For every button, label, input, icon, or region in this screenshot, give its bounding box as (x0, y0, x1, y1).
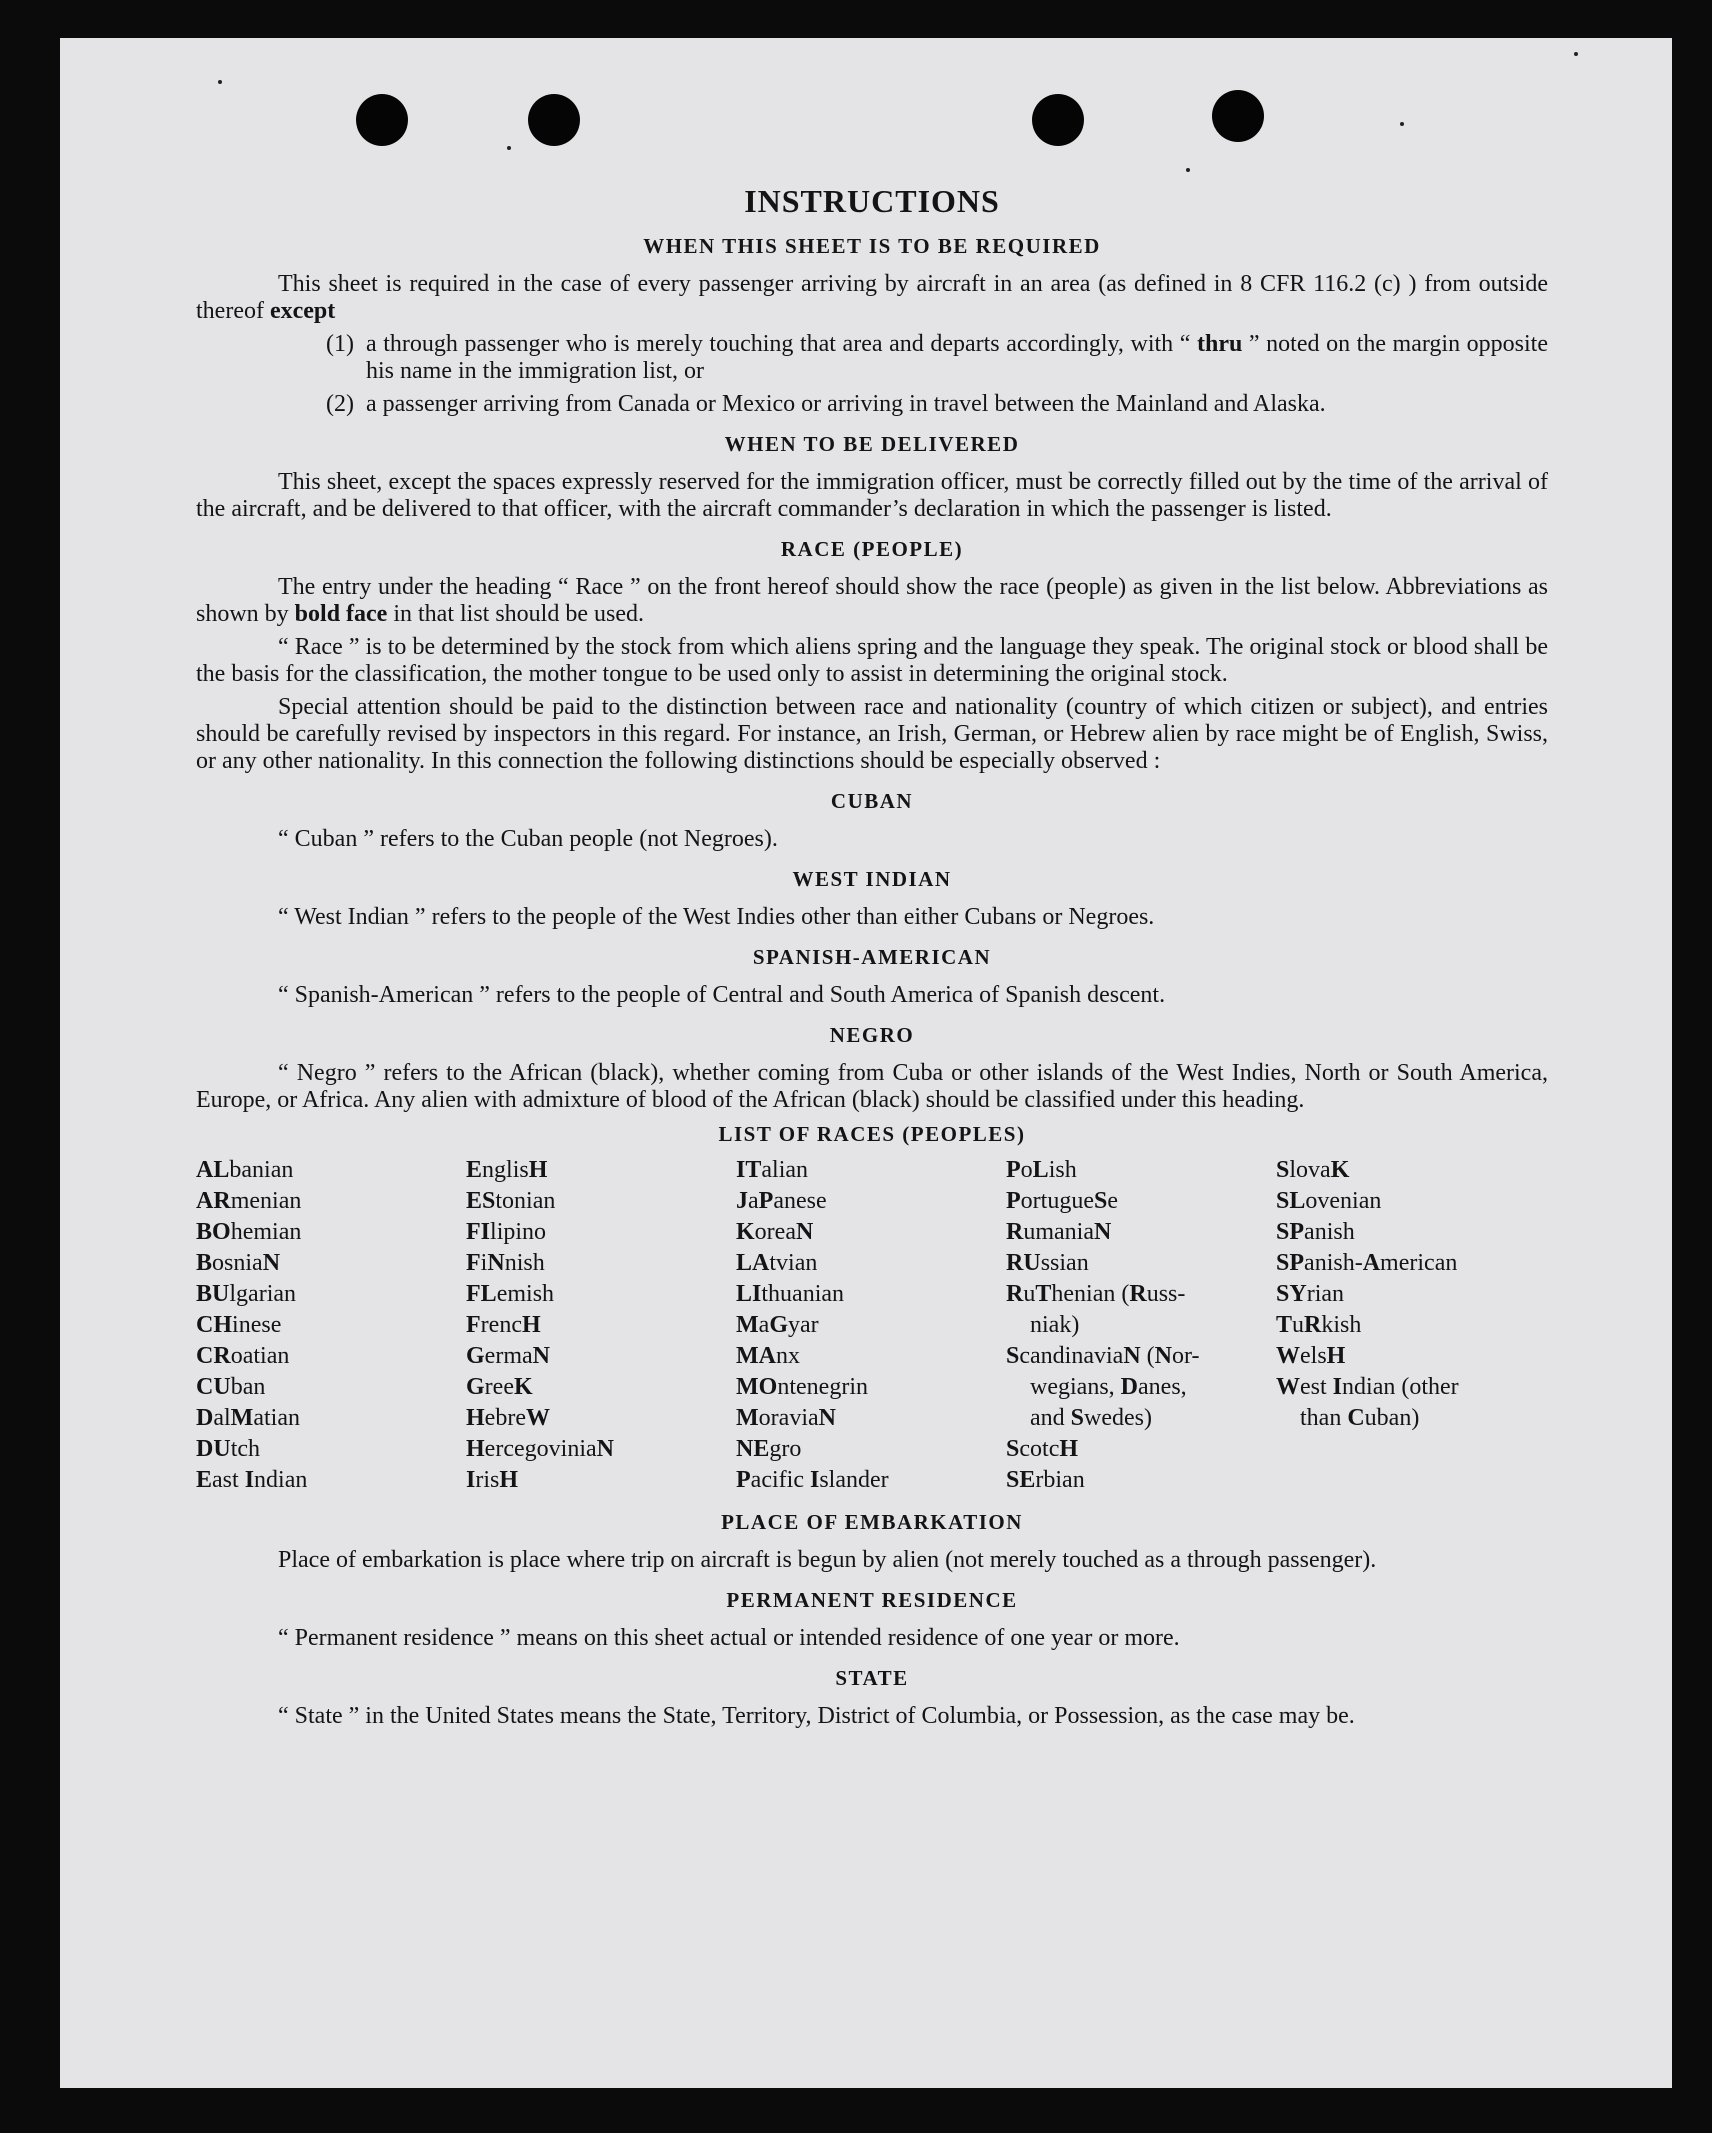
document-page (60, 38, 1672, 2088)
race-entry: MaGyar (736, 1312, 819, 1338)
dust-speck (218, 80, 222, 84)
races-list (196, 1155, 1548, 1496)
race-entry: PoLish (1006, 1157, 1077, 1183)
races-column (1276, 1155, 1546, 1496)
race-entry: FiNnish (466, 1250, 545, 1276)
race-entry: and Swedes) (1030, 1405, 1153, 1431)
race-entry: MAnx (736, 1343, 800, 1369)
race-entry: East Indian (196, 1467, 308, 1493)
paragraph-required-text: This sheet is required in the case of every passenger arriving by aircraft in an area (as defined in 8 CFR 116.2 (c) ) from outside thereof (196, 271, 1548, 324)
race-entry: than Cuban) (1300, 1405, 1420, 1431)
race-entry: DUtch (196, 1436, 261, 1462)
race-entry: ScandinaviaN (Nor- (1006, 1343, 1200, 1369)
race-entry: PortugueSe (1006, 1188, 1119, 1214)
race-entry: BOhemian (196, 1219, 302, 1245)
exception-item-2 (196, 391, 1548, 418)
race-entry: ScotcH (1006, 1436, 1079, 1462)
paragraph-permanent-residence: “ Permanent residence ” means on this sheet actual or intended residence of one year or more. (278, 1625, 1180, 1651)
race-entry: RuThenian (Russ- (1006, 1281, 1186, 1307)
race-entry: CRoatian (196, 1343, 290, 1369)
race-entry: West Indian (other (1276, 1374, 1459, 1400)
item-text-a: a through passenger who is merely touching that area and departs accordingly, with “ (366, 331, 1197, 357)
race-p1-bold: bold face (294, 601, 388, 627)
dust-speck (1400, 122, 1404, 126)
paragraph-negro: “ Negro ” refers to the African (black), whether coming from Cuba or other islands of the West Indies, North or South America, Europe, or Africa. Any alien with admixture of blood of the African (black) should be classified under this heading. (196, 1060, 1548, 1113)
race-entry: BUlgarian (196, 1281, 297, 1307)
instructions-content (196, 183, 1548, 1736)
race-entry: wegians, Danes, (1030, 1374, 1187, 1400)
paragraph-race-1 (196, 574, 1548, 628)
paragraph-west-indian: “ West Indian ” refers to the people of the West Indies other than either Cubans or Negroes. (278, 904, 1155, 930)
race-entry: SPanish (1276, 1219, 1355, 1245)
race-entry: DalMatian (196, 1405, 300, 1431)
heading-state: STATE (835, 1666, 909, 1690)
paragraph-race-2: “ Race ” is to be determined by the stock from which aliens spring and the language they speak. The original stock or blood shall be the basis for the classification, the mother tongue to be used only to assist in determining the original stock. (196, 634, 1548, 687)
paragraph-spanish-american: “ Spanish-American ” refers to the people of Central and South America of Spanish descent. (278, 982, 1166, 1008)
race-entry: LIthuanian (736, 1281, 845, 1307)
punch-hole (1032, 94, 1084, 146)
heading-permanent-residence: PERMANENT RESIDENCE (726, 1588, 1018, 1612)
heading-negro: NEGRO (829, 1023, 915, 1047)
item-text (366, 331, 1548, 385)
dust-speck (507, 146, 511, 150)
heading-embarkation: PLACE OF EMBARKATION (721, 1510, 1023, 1534)
race-entry: CHinese (196, 1312, 282, 1338)
paragraph-required-bold: except (269, 298, 336, 324)
paragraph-required (196, 271, 1548, 325)
paragraph-embarkation: Place of embarkation is place where trip on aircraft is begun by alien (not merely touched as a through passenger). (278, 1547, 1377, 1573)
race-p1-end: in that list should be used. (387, 601, 644, 627)
race-entry: SPanish-American (1276, 1250, 1458, 1276)
races-column (466, 1155, 736, 1496)
item-text-bold: thru (1197, 331, 1243, 357)
item-text: a passenger arriving from Canada or Mexico or arriving in travel between the Mainland and Alaska. (366, 391, 1326, 417)
heading-race: RACE (PEOPLE) (780, 537, 964, 561)
paragraph-delivered: This sheet, except the spaces expressly reserved for the immigration officer, must be correctly filled out by the time of the arrival of the aircraft, and be delivered to that officer, with the aircraft commander’s declaration in which the passenger is listed. (196, 469, 1548, 522)
punch-hole (356, 94, 408, 146)
races-column (736, 1155, 1006, 1496)
races-column (196, 1155, 466, 1496)
item-text-c: ” noted on the margin opposite his name in the immigration list, or (366, 331, 1549, 384)
punch-hole (1212, 90, 1264, 142)
race-entry: NEgro (736, 1436, 802, 1462)
race-entry: ALbanian (196, 1157, 294, 1183)
race-entry: EnglisH (466, 1157, 548, 1183)
page-title: INSTRUCTIONS (744, 183, 1000, 219)
dust-speck (1186, 168, 1190, 172)
race-entry: GreeK (466, 1374, 533, 1400)
paragraph-race-3: Special attention should be paid to the distinction between race and nationality (country of which citizen or subject), and entries should be carefully revised by inspectors in this regard. For instance, an Irish, German, or Hebrew alien by race might be of English, Swiss, or any other nationality. In this connection the following distinctions should be especially observed : (196, 694, 1548, 774)
item-number: (2) (326, 391, 354, 417)
paragraph-state: “ State ” in the United States means the State, Territory, District of Columbia, or Possession, as the case may be. (278, 1703, 1355, 1729)
race-entry: IrisH (466, 1467, 519, 1493)
race-entry: niak) (1030, 1312, 1080, 1338)
paragraph-cuban: “ Cuban ” refers to the Cuban people (not Negroes). (278, 826, 778, 852)
race-entry: MoraviaN (736, 1405, 836, 1431)
race-entry: FrencH (466, 1312, 541, 1338)
race-entry: SErbian (1006, 1467, 1085, 1493)
race-entry: LAtvian (736, 1250, 818, 1276)
race-entry: HercegoviniaN (466, 1436, 614, 1462)
heading-list-of-races: LIST OF RACES (PEOPLES) (718, 1122, 1026, 1146)
heading-spanish-american: SPANISH-AMERICAN (752, 945, 992, 969)
race-entry: RUssian (1006, 1250, 1089, 1276)
race-entry: FIlipino (466, 1219, 547, 1245)
item-number: (1) (326, 331, 354, 357)
punch-hole (528, 94, 580, 146)
race-entry: Pacific Islander (736, 1467, 889, 1493)
race-entry: JaPanese (736, 1188, 827, 1214)
race-entry: ITalian (736, 1157, 809, 1183)
heading-when-delivered: WHEN TO BE DELIVERED (724, 432, 1020, 456)
race-entry: KoreaN (736, 1219, 814, 1245)
race-entry: ARmenian (196, 1188, 302, 1214)
dust-speck (1574, 52, 1578, 56)
race-entry: MOntenegrin (736, 1374, 868, 1400)
race-entry: SlovaK (1276, 1157, 1350, 1183)
heading-west-indian: WEST INDIAN (792, 867, 952, 891)
race-entry: GermaN (466, 1343, 550, 1369)
race-entry: SLovenian (1276, 1188, 1382, 1214)
races-column (1006, 1155, 1276, 1496)
race-entry: CUban (196, 1374, 266, 1400)
exception-item-1 (196, 331, 1548, 385)
race-entry: TuRkish (1276, 1312, 1362, 1338)
heading-cuban: CUBAN (830, 789, 914, 813)
race-p1-text: The entry under the heading “ Race ” on the front hereof should show the race (people) as given in the list below. Abbreviations as shown by (196, 574, 1548, 627)
race-entry: EStonian (466, 1188, 556, 1214)
race-entry: SYrian (1276, 1281, 1345, 1307)
race-entry: WelsH (1276, 1343, 1346, 1369)
heading-when-required: WHEN THIS SHEET IS TO BE REQUIRED (643, 234, 1101, 258)
race-entry: RumaniaN (1006, 1219, 1112, 1245)
race-entry: HebreW (466, 1405, 550, 1431)
race-entry: FLemish (466, 1281, 555, 1307)
race-entry: BosniaN (196, 1250, 281, 1276)
